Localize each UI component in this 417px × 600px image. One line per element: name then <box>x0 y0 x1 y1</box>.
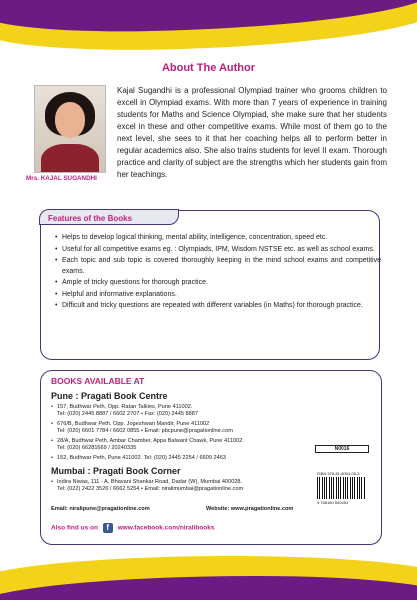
feature-item: • Ample of tricky questions for thorough practice. <box>55 278 381 289</box>
website-text: Website: www.pragationline.com <box>206 506 294 512</box>
address-text: 152, Budhwar Peth, Pune 411002. Tel: (020) 2445 2254 / 6609 2463 <box>57 455 226 461</box>
feature-item: • Each topic and sub topic is covered thoroughly keeping in the mind school exams and competitive exams. <box>55 256 381 277</box>
about-author-heading: About The Author <box>161 62 256 74</box>
barcode-number: 9 788180 540453 <box>317 500 349 505</box>
feature-item: • Helpful and informative explanations. <box>55 290 381 301</box>
facebook-icon[interactable]: f <box>103 523 113 533</box>
feature-item: • Useful for all competitive exams eg. : Olympiads, IPM, Wisdom NSTSE etc. as well as school exams. <box>55 245 381 256</box>
find-us-label: Also find us on <box>51 524 98 532</box>
address-text: 28/A, Budhwar Peth, Ambar Chamber, Appa Balwant Chawk, Pune 411002. Tel: (020) 66281669 / 20240335 <box>57 438 244 451</box>
address-text: 676/B, Budhwar Peth, Opp. Jogeshwari Mandir, Pune 411002 Tel: (020) 6601 7784 / 6602 0855 • Email: pbcpune@pragationline.com <box>57 421 233 434</box>
author-name: Mrs. KAJAL SUGANDHI <box>26 175 97 182</box>
mumbai-heading: Mumbai : Pragati Book Corner <box>51 466 181 476</box>
feature-item: • Helps to develop logical thinking, mental ability, intelligence, concentration, speed etc. <box>55 233 381 244</box>
pune-heading: Pune : Pragati Book Centre <box>51 391 168 401</box>
address-entry: • 157, Budhwar Peth, Opp. Ratan Talkies, Pune 411002. Tel: (020) 2445 8887 / 6602 2707 • Fax: (020) 2445 8887 <box>51 404 198 417</box>
isbn-text: ISBN 978-81-8054-05-3 <box>317 471 360 476</box>
book-code: N0016 <box>315 445 369 453</box>
address-entry: • 676/B, Budhwar Peth, Opp. Jogeshwari Mandir, Pune 411002 Tel: (020) 6601 7784 / 6602 0855 • Email: pbcpune@pragationline.com <box>51 421 233 434</box>
email-text: Email: niralipune@pragationline.com <box>51 506 150 512</box>
author-photo <box>34 85 106 173</box>
books-heading: BOOKS AVAILABLE AT <box>51 376 145 386</box>
social-links <box>51 523 215 533</box>
isbn-block <box>315 445 367 507</box>
features-list <box>47 233 381 313</box>
photo-body <box>41 144 99 173</box>
barcode <box>317 477 365 499</box>
photo-face <box>55 102 85 138</box>
address-text: Indira Niwas, 111 - A, Bhavani Shankar Road, Dadar (W), Mumbai 400028. Tel: (022) 2422 3526 / 6662 5254 • Email: niralimumbai@pragationline.com <box>57 479 244 492</box>
address-entry: • 152, Budhwar Peth, Pune 411002. Tel: (020) 2445 2254 / 6609 2463 <box>51 455 226 461</box>
feature-item: • Difficult and tricky questions are repeated with different variables (in Maths) for thorough practice. <box>55 301 381 312</box>
facebook-link[interactable]: www.facebook.com/niralibooks <box>117 524 215 532</box>
address-entry: • 28/A, Budhwar Peth, Ambar Chamber, Appa Balwant Chawk, Pune 411002. Tel: (020) 66281669 / 20240335 <box>51 438 244 451</box>
features-box <box>40 210 380 360</box>
address-entry: • Indira Niwas, 111 - A, Bhavani Shankar Road, Dadar (W), Mumbai 400028. Tel: (022) 2422 3526 / 6662 5254 • Email: niralimumbai@pragationline.com <box>51 479 244 492</box>
author-bio: Kajal Sugandhi is a professional Olympiad trainer who grooms children to excell in Olympiad exams. With more than 7 years of experience in training students for Maths and Science Olympiad, she make sure that her students excel in these and other competitive exams. While most of them go to the next level, she sees to it that her coaching helps all to perform better in regular academics also. She also trains students for level II exam. Thorough practice and clarity of subject are the strengths which her students gain from her teachings. <box>117 86 387 179</box>
address-text: 157, Budhwar Peth, Opp. Ratan Talkies, Pune 411002. Tel: (020) 2445 8887 / 6602 2707 • Fax: (020) 2445 8887 <box>57 404 198 417</box>
features-heading: Features of the Books <box>39 209 179 225</box>
